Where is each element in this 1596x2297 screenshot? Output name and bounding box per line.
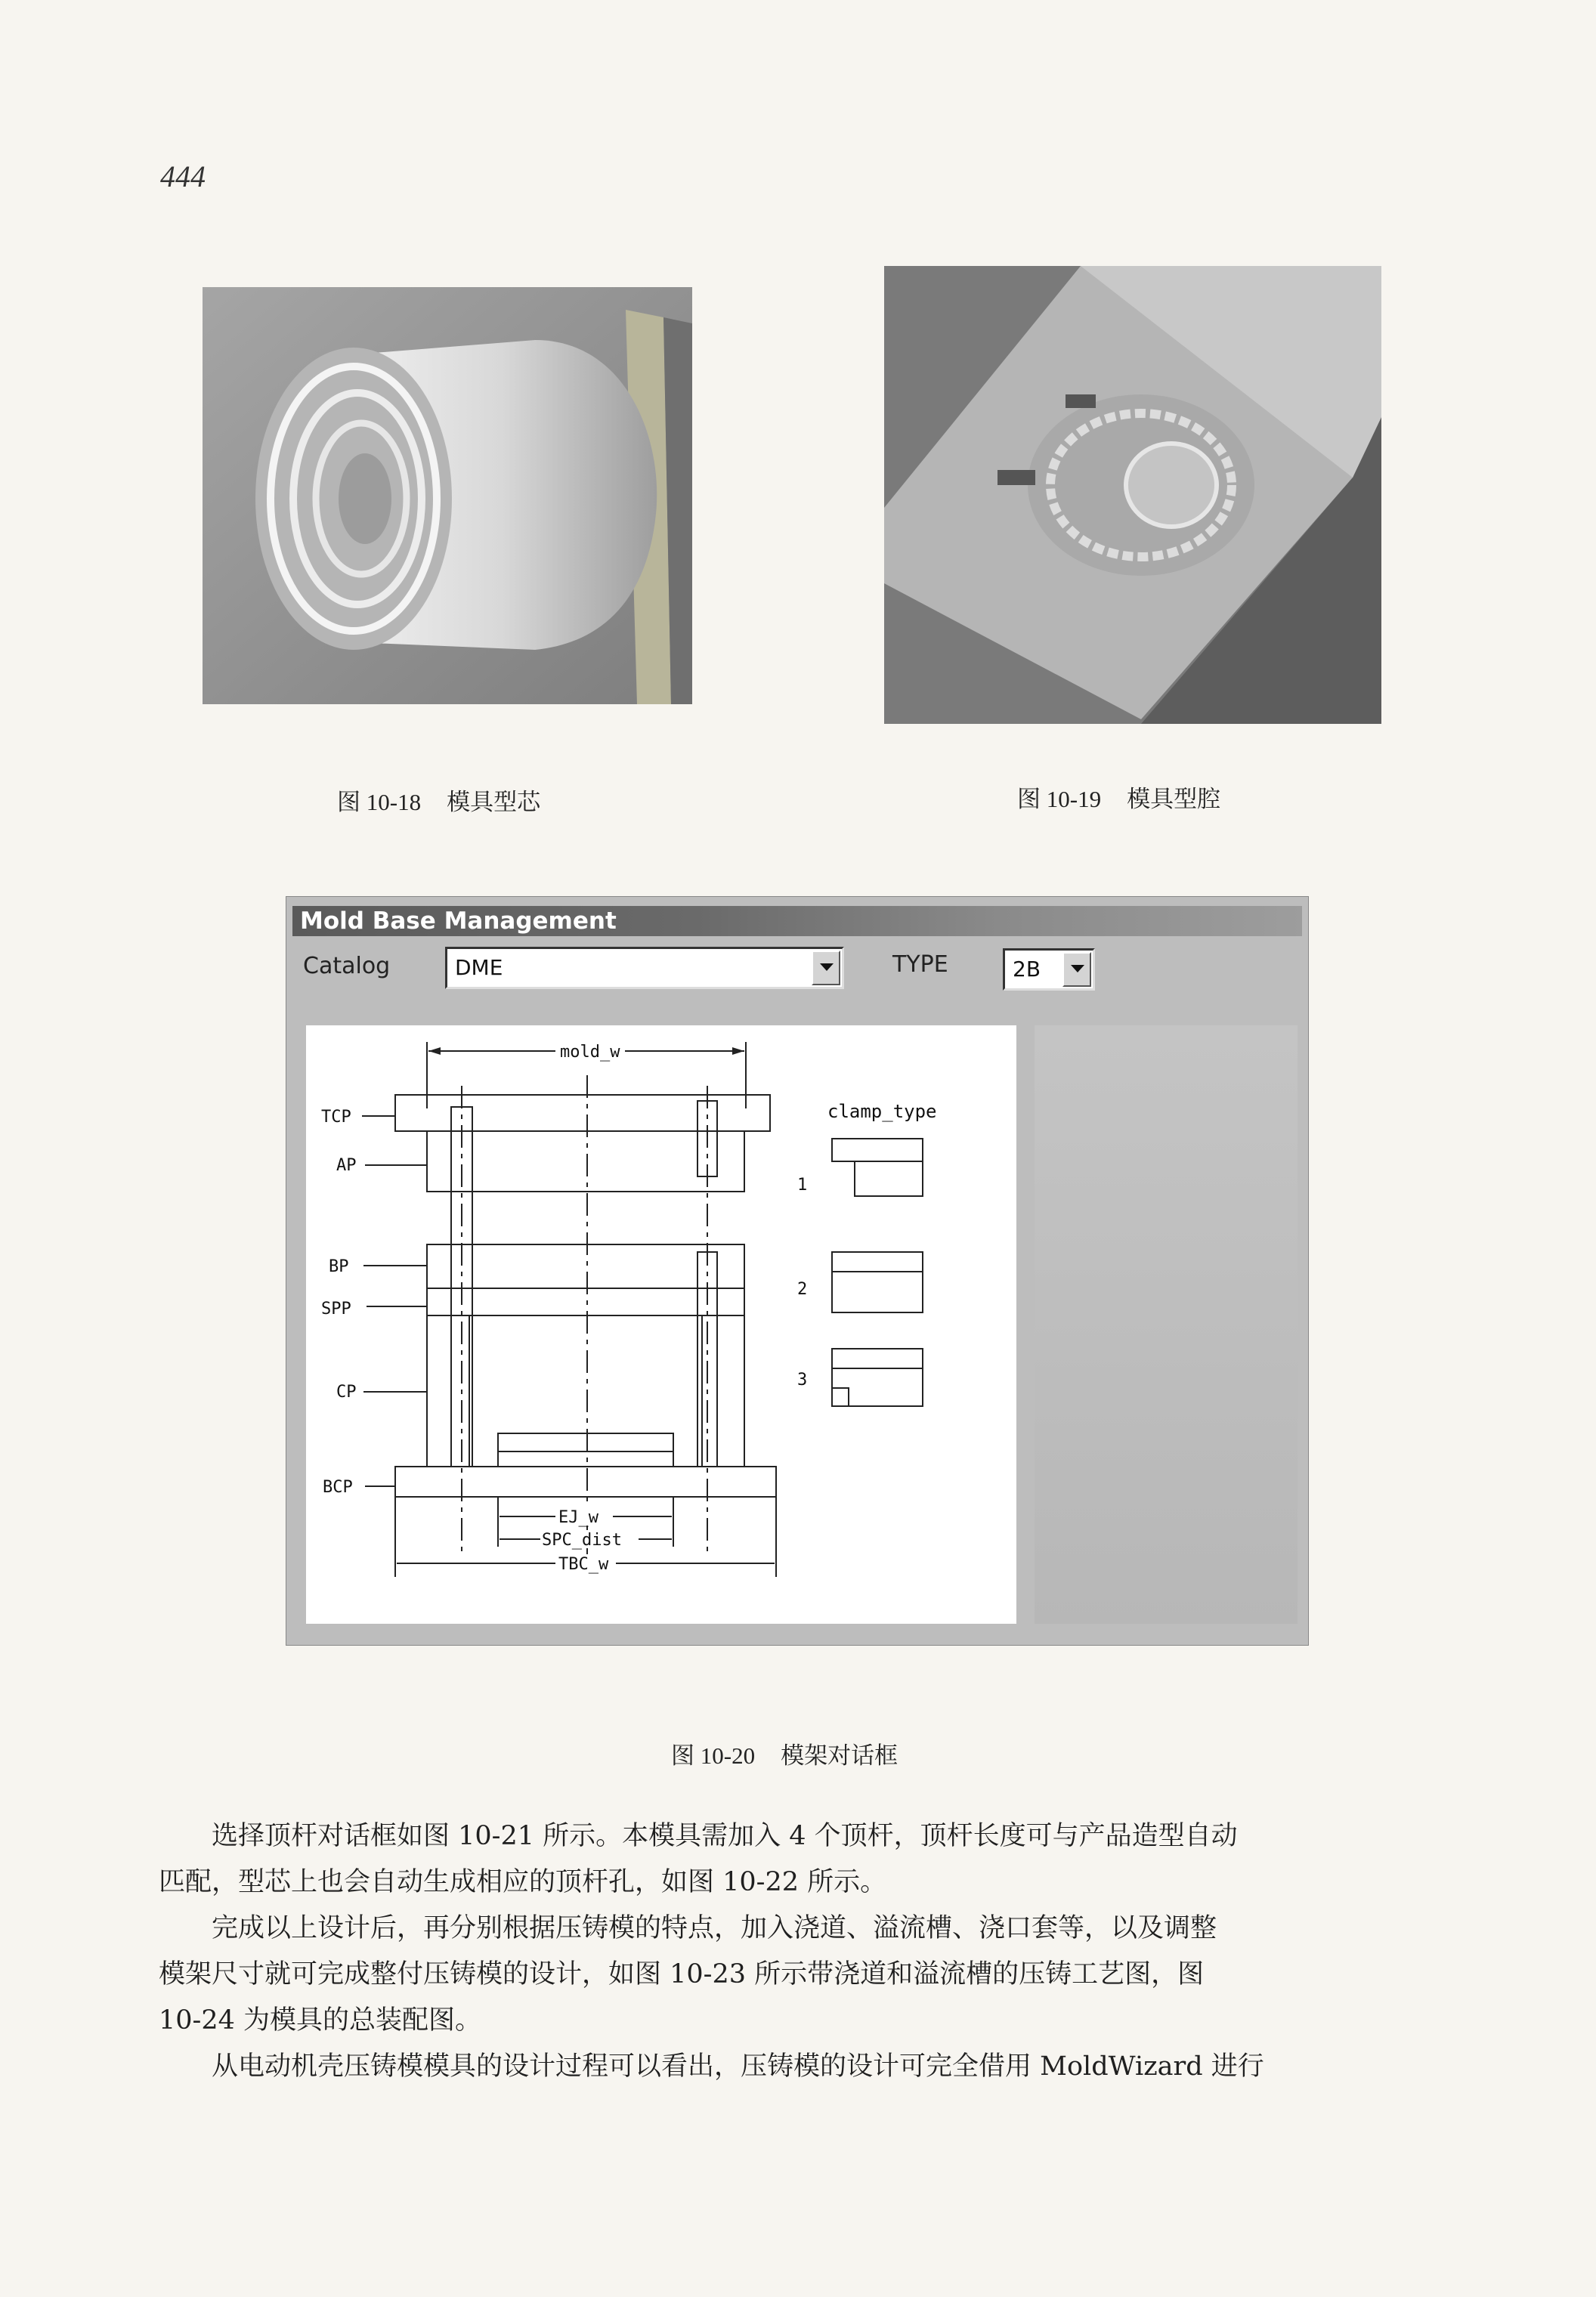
paragraph-2: 完成以上设计后，再分别根据压铸模的特点，加入浇道、溢流槽、浇口套等，以及调整 (212, 1913, 1217, 1943)
label-bcp: BCP (323, 1478, 353, 1497)
figure-caption-10-19 (1017, 780, 1220, 814)
clamp-option-2: 2 (797, 1280, 808, 1299)
label-bp: BP (329, 1257, 349, 1276)
catalog-value: DME (455, 955, 503, 980)
caption-text: 模具型腔 (1127, 786, 1221, 813)
type-label: TYPE (892, 951, 948, 978)
catalog-select[interactable] (445, 947, 844, 989)
paragraph-2-cont: 模架尺寸就可完成整付压铸模的设计，如图 10-23 所示带浇道和溢流槽的压铸工艺图，图 (159, 1959, 1205, 1989)
label-ap: AP (336, 1156, 357, 1175)
dialog-toolbar (286, 939, 1308, 1001)
type-dropdown-icon[interactable] (1062, 952, 1091, 987)
figure-caption-10-20 (671, 1736, 898, 1770)
clamp-type-label: clamp_type (827, 1101, 937, 1122)
paragraph-3: 从电动机壳压铸模模具的设计过程可以看出，压铸模的设计可完全借用 MoldWizard 进行 (212, 2051, 1264, 2082)
paragraph-1-cont: 匹配，型芯上也会自动生成相应的顶杆孔，如图 10-22 所示。 (159, 1867, 887, 1897)
caption-number: 图 10-18 (337, 789, 422, 815)
mold-cavity-image (884, 266, 1381, 724)
clamp-option-1: 1 (797, 1176, 808, 1195)
dialog-side-panel (1035, 1025, 1298, 1624)
dim-spc-dist: SPC_dist (542, 1531, 622, 1550)
catalog-dropdown-icon[interactable] (812, 951, 840, 985)
caption-number: 图 10-19 (1017, 786, 1102, 812)
type-select[interactable] (1003, 948, 1095, 991)
type-value: 2B (1013, 957, 1041, 982)
clamp-option-3: 3 (797, 1371, 808, 1390)
mold-core-image (203, 287, 692, 704)
label-spp: SPP (321, 1300, 351, 1319)
paragraph-1: 选择顶杆对话框如图 10-21 所示。本模具需加入 4 个顶杆，顶杆长度可与产品造型自动 (212, 1821, 1238, 1851)
figure-caption-10-18 (337, 783, 540, 817)
label-cp: CP (336, 1383, 357, 1402)
label-tcp: TCP (321, 1108, 351, 1127)
caption-text: 模具型芯 (447, 789, 541, 816)
mold-base-dialog (286, 896, 1309, 1646)
mold-cavity-render (884, 266, 1381, 724)
body-text (159, 1813, 1474, 2090)
paragraph-2-end: 10-24 为模具的总装配图。 (159, 2005, 482, 2036)
page-number: 444 (160, 159, 206, 193)
caption-number: 图 10-20 (671, 1742, 756, 1769)
dim-ej-w: EJ_w (558, 1508, 598, 1527)
caption-text: 模架对话框 (781, 1742, 899, 1770)
mold-base-diagram (306, 1025, 1016, 1624)
dialog-title: Mold Base Management (292, 906, 1302, 936)
dim-mold-w: mold_w (560, 1043, 620, 1062)
dim-tbc-w: TBC_w (558, 1555, 609, 1574)
mold-core-render (203, 287, 692, 704)
catalog-label: Catalog (303, 953, 391, 979)
